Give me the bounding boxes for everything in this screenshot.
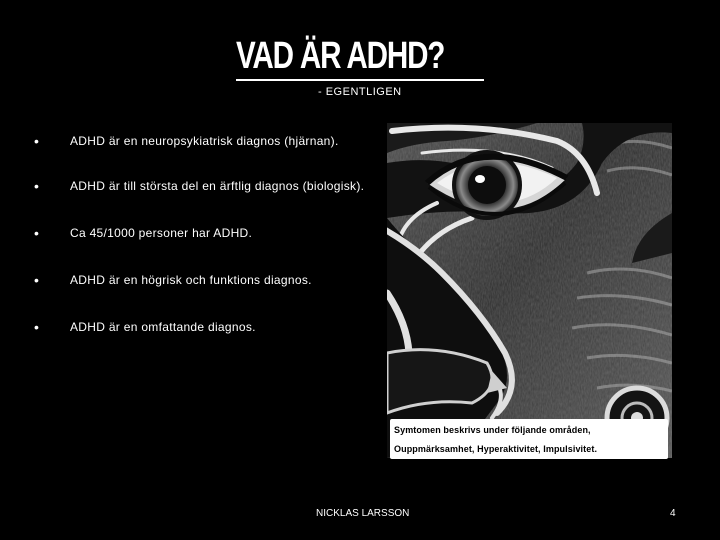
bullet-dot: • (34, 272, 40, 288)
bullet-text: ADHD är en högrisk och funktions diagnos. (70, 273, 312, 287)
eye-painting-graphic (387, 123, 672, 458)
bullet-dot: • (34, 178, 40, 194)
symptoms-caption (390, 419, 668, 459)
eye-painting-image (387, 123, 672, 458)
bullet-text: Ca 45/1000 personer har ADHD. (70, 226, 253, 240)
bullet-item (34, 128, 384, 154)
bullet-item (34, 267, 384, 293)
bullet-dot: • (34, 319, 40, 335)
slide-subtitle: - EGENTLIGEN (318, 86, 402, 98)
slide-number: 4 (670, 508, 676, 519)
bullet-text: ADHD är en omfattande diagnos. (70, 320, 256, 334)
bullet-item (34, 173, 384, 199)
bullet-text: ADHD är en neuropsykiatrisk diagnos (hjärnan). (70, 134, 339, 148)
caption-line-2: Ouppmärksamhet, Hyperaktivitet, Impulsivitet. (394, 444, 598, 454)
bullet-dot: • (34, 133, 40, 149)
footer-author: NICKLAS LARSSON (316, 508, 410, 519)
title-underline (236, 79, 484, 81)
bullet-dot: • (34, 225, 40, 241)
bullet-item (34, 220, 384, 246)
caption-line-1: Symtomen beskrivs under följande områden, (394, 425, 591, 435)
bullet-list (34, 128, 384, 340)
bullet-item (34, 314, 384, 340)
slide-title: VAD ÄR ADHD? (236, 35, 445, 77)
bullet-text: ADHD är till största del en ärftlig diagnos (biologisk). (70, 179, 365, 193)
